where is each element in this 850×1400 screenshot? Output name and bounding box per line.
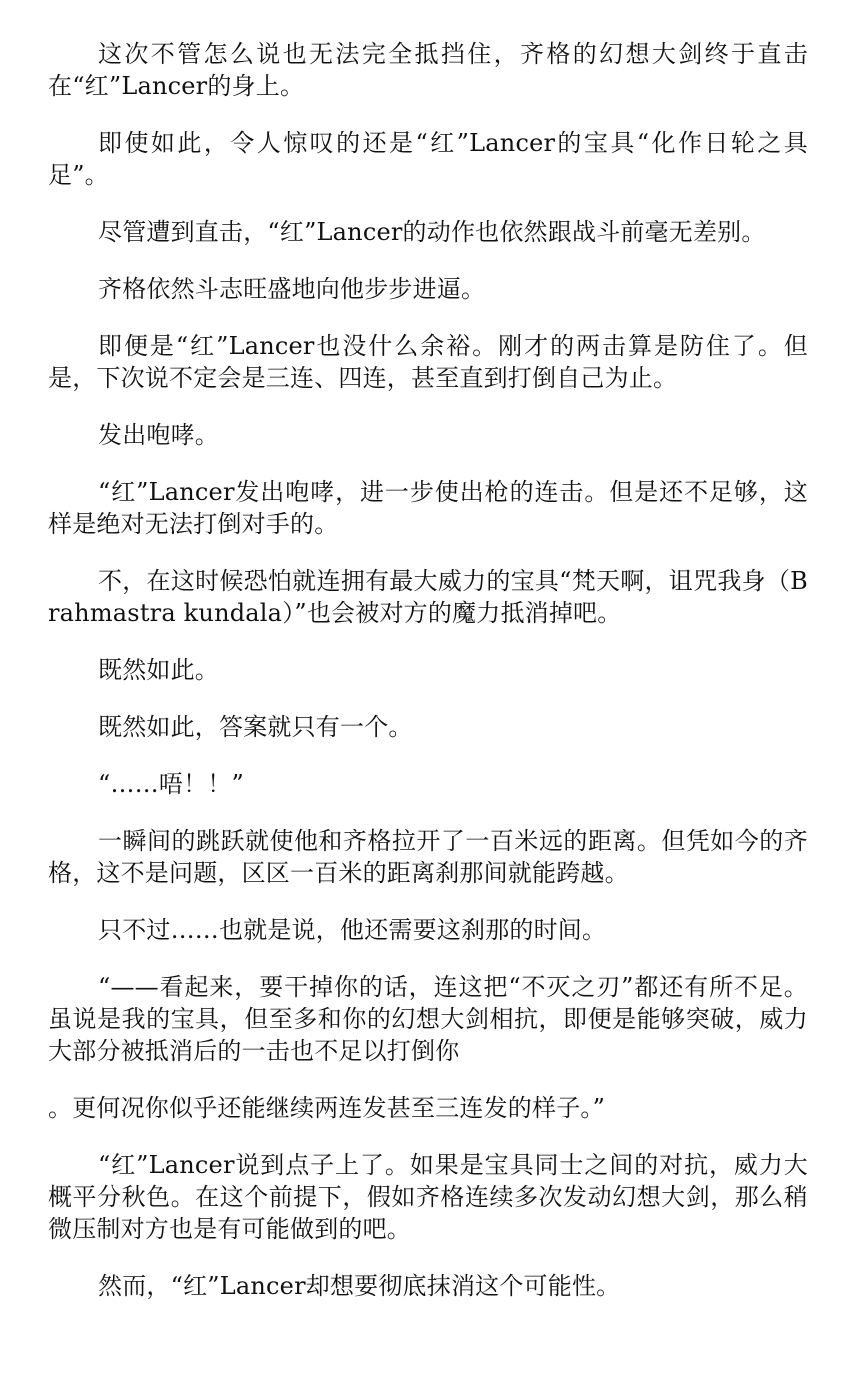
paragraph: 只不过……也就是说，他还需要这刹那的时间。 <box>98 916 607 944</box>
paragraph: 一瞬间的跳跃就使他和齐格拉开了一百米远的距离。但凭如今的齐格，这不是问题，区区一百米的距离刹那间就能跨越。 <box>48 827 808 887</box>
paragraph: 既然如此。 <box>98 656 219 684</box>
paragraph: 尽管遭到直击，“红”Lancer的动作也依然跟战斗前毫无差别。 <box>98 218 766 246</box>
paragraph: 既然如此，答案就只有一个。 <box>98 713 413 741</box>
paragraph: 这次不管怎么说也无法完全抵挡住，齐格的幻想大剑终于直击在“红”Lancer的身上。 <box>48 40 808 100</box>
paragraph: 发出咆哮。 <box>98 421 219 449</box>
paragraph: 即使如此，令人惊叹的还是“红”Lancer的宝具“化作日轮之具足”。 <box>48 129 808 189</box>
paragraph: 不，在这时候恐怕就连拥有最大威力的宝具“梵天啊，诅咒我身（Brahmastra kundala）”也会被对方的魔力抵消掉吧。 <box>48 567 808 627</box>
document-page <box>48 38 808 1327</box>
paragraph: 。更何况你似乎还能继续两连发甚至三连发的样子。” <box>48 1094 606 1122</box>
paragraph: 齐格依然斗志旺盛地向他步步进逼。 <box>98 275 486 303</box>
paragraph: “——看起来，要干掉你的话，连这把“不灭之刃”都还有所不足。虽说是我的宝具，但至多和你的幻想大剑相抗，即便是能够突破，威力大部分被抵消后的一击也不足以打倒你 <box>48 973 808 1065</box>
paragraph: 即便是“红”Lancer也没什么余裕。刚才的两击算是防住了。但是，下次说不定会是三连、四连，甚至直到打倒自己为止。 <box>48 332 808 392</box>
paragraph: “红”Lancer发出咆哮，进一步使出枪的连击。但是还不足够，这样是绝对无法打倒对手的。 <box>48 478 808 538</box>
paragraph: “红”Lancer说到点子上了。如果是宝具同士之间的对抗，威力大概平分秋色。在这个前提下，假如齐格连续多次发动幻想大剑，那么稍微压制对方也是有可能做到的吧。 <box>48 1151 808 1243</box>
paragraph: 然而，“红”Lancer却想要彻底抹消这个可能性。 <box>98 1272 621 1300</box>
paragraph: “……唔！！” <box>98 770 244 798</box>
